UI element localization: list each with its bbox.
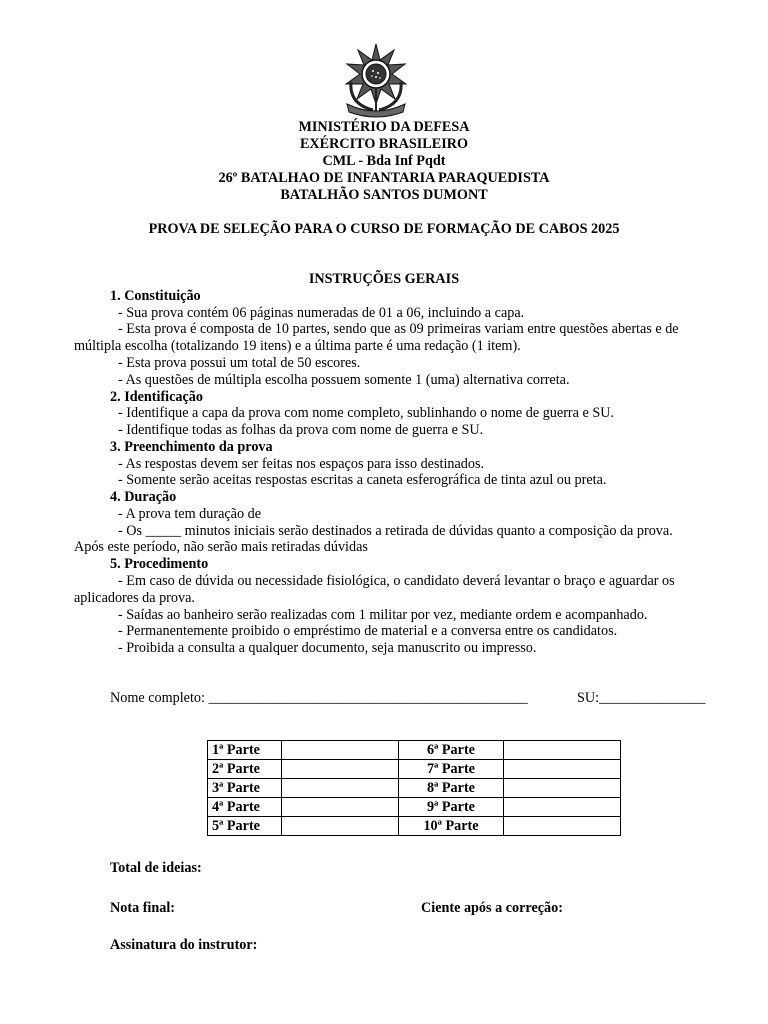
section-heading-procedure: 5. Procedimento <box>110 556 209 572</box>
instruction-line: aplicadores da prova. <box>74 590 195 606</box>
instruction-line: - Em caso de dúvida ou necessidade fisiológica, o candidato deverá levantar o braço e aguardar os <box>118 573 675 589</box>
instruction-line: - Os _____ minutos iniciais serão destinados a retirada de dúvidas quanto a composição da prova. <box>118 523 673 539</box>
acknowledge-label: Ciente após a correção: <box>421 900 563 916</box>
instructions-title: INSTRUÇÕES GERAIS <box>308 271 460 287</box>
battalion-name: BATALHÃO SANTOS DUMONT <box>280 187 488 203</box>
part-label: 6ª Parte <box>399 741 504 760</box>
table-row <box>208 741 621 760</box>
score-cell[interactable] <box>504 741 621 760</box>
part-label: 1ª Parte <box>208 741 282 760</box>
final-grade-label: Nota final: <box>110 900 176 916</box>
instruction-line: - Proibida a consulta a qualquer documento, seja manuscrito ou impresso. <box>118 640 537 656</box>
table-row <box>208 798 621 817</box>
score-cell[interactable] <box>282 798 399 817</box>
total-ideas-label: Total de ideias: <box>110 860 202 876</box>
score-cell[interactable] <box>504 798 621 817</box>
brazil-coat-of-arms-emblem <box>343 42 409 118</box>
part-label: 5ª Parte <box>208 817 282 836</box>
instruction-line: - Sua prova contém 06 páginas numeradas de 01 a 06, incluindo a capa. <box>118 305 525 321</box>
score-cell[interactable] <box>282 779 399 798</box>
instruction-line: - As questões de múltipla escolha possuem somente 1 (uma) alternativa correta. <box>118 372 570 388</box>
exam-title: PROVA DE SELEÇÃO PARA O CURSO DE FORMAÇÃO DE CABOS 2025 <box>148 221 620 237</box>
score-cell[interactable] <box>504 760 621 779</box>
section-heading-constitution: 1. Constituição <box>110 288 201 304</box>
instruction-line: múltipla escolha (totalizando 19 itens) e a última parte é uma redação (1 item). <box>74 338 521 354</box>
table-row <box>208 817 621 836</box>
part-label: 7ª Parte <box>399 760 504 779</box>
part-label: 2ª Parte <box>208 760 282 779</box>
command-title: CML - Bda Inf Pqdt <box>322 153 446 169</box>
part-label: 10ª Parte <box>399 817 504 836</box>
battalion-title: 26º BATALHAO DE INFANTARIA PARAQUEDISTA <box>218 170 550 186</box>
instruction-line: - A prova tem duração de <box>118 506 262 522</box>
table-row <box>208 779 621 798</box>
section-heading-identification: 2. Identificação <box>110 389 203 405</box>
ministry-title: MINISTÉRIO DA DEFESA <box>298 119 470 135</box>
su-field[interactable]: SU:_______________ <box>577 690 706 706</box>
instruction-line: - Esta prova possui um total de 50 escores. <box>118 355 361 371</box>
instruction-line: - As respostas devem ser feitas nos espaços para isso destinados. <box>118 456 485 472</box>
instruction-line: - Permanentemente proibido o empréstimo de material e a conversa entre os candidatos. <box>118 623 618 639</box>
part-label: 4ª Parte <box>208 798 282 817</box>
army-title: EXÉRCITO BRASILEIRO <box>299 136 469 152</box>
grade-table <box>207 740 621 836</box>
part-label: 8ª Parte <box>399 779 504 798</box>
section-heading-filling: 3. Preenchimento da prova <box>110 439 273 455</box>
instruction-line: - Saídas ao banheiro serão realizadas com 1 militar por vez, mediante ordem e acompanhado. <box>118 607 648 623</box>
score-cell[interactable] <box>282 817 399 836</box>
instruction-line: - Identifique a capa da prova com nome completo, sublinhando o nome de guerra e SU. <box>118 405 615 421</box>
score-cell[interactable] <box>504 779 621 798</box>
score-cell[interactable] <box>282 741 399 760</box>
part-label: 9ª Parte <box>399 798 504 817</box>
instructor-signature-label: Assinatura do instrutor: <box>110 937 258 953</box>
score-cell[interactable] <box>504 817 621 836</box>
instruction-line: - Identifique todas as folhas da prova com nome de guerra e SU. <box>118 422 484 438</box>
instruction-line: - Esta prova é composta de 10 partes, sendo que as 09 primeiras variam entre questões abertas e de <box>118 321 679 337</box>
part-label: 3ª Parte <box>208 779 282 798</box>
table-row <box>208 760 621 779</box>
section-heading-duration: 4. Duração <box>110 489 177 505</box>
instruction-line: Após este período, não serão mais retiradas dúvidas <box>74 539 368 555</box>
score-cell[interactable] <box>282 760 399 779</box>
full-name-field[interactable]: Nome completo: _____________________________________________ <box>110 690 528 706</box>
instruction-line: - Somente serão aceitas respostas escritas a caneta esferográfica de tinta azul ou preta. <box>118 472 607 488</box>
